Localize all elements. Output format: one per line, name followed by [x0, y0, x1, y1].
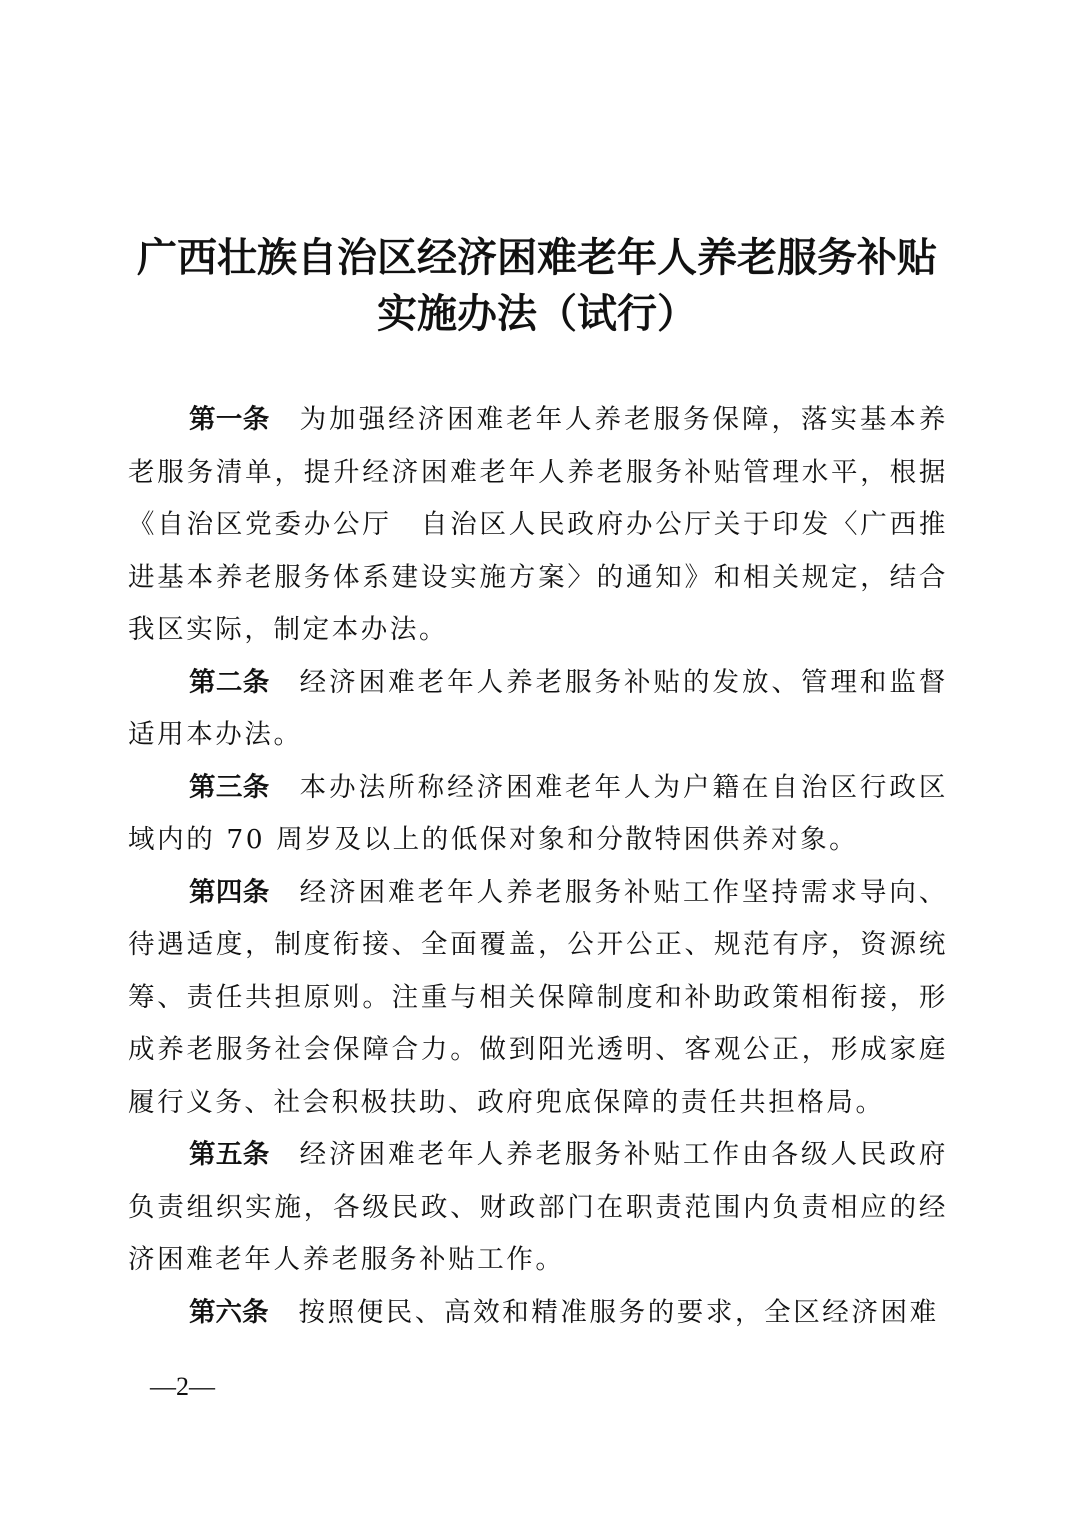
page-number: —2—: [150, 1372, 215, 1401]
article-1: [128, 394, 948, 657]
article-4-text: 经济困难老年人养老服务补贴工作坚持需求导向、待遇适度，制度衔接、全面覆盖，公开公正、规范有序，资源统筹、责任共担原则。注重与相关保障制度和补助政策相衔接，形成养老服务社会保障合力。做到阳光透明、客观公正，形成家庭履行义务、社会积极扶助、政府兜底保障的责任共担格局。: [128, 876, 949, 1118]
article-4: [128, 867, 948, 1130]
article-5: [128, 1129, 948, 1287]
article-6-label: 第六条: [189, 1296, 269, 1328]
article-3: [128, 762, 948, 867]
article-2-label: 第二条: [189, 666, 270, 698]
article-3-text: 本办法所称经济困难老年人为户籍在自治区行政区域内的 70 周岁及以上的低保对象和分散特困供养对象。: [128, 771, 949, 855]
article-6: [128, 1287, 948, 1340]
document-body: [128, 394, 948, 1339]
article-2: [128, 657, 948, 762]
article-2-text: 经济困难老年人养老服务补贴的发放、管理和监督适用本办法。: [128, 666, 949, 750]
article-5-text: 经济困难老年人养老服务补贴工作由各级人民政府负责组织实施，各级民政、财政部门在职责范围内负责相应的经济困难老年人养老服务补贴工作。: [128, 1139, 949, 1275]
article-6-text: 按照便民、高效和精准服务的要求，全区经济困难: [298, 1296, 939, 1328]
article-4-label: 第四条: [189, 876, 270, 908]
article-1-label: 第一条: [189, 404, 270, 435]
article-1-text: 为加强经济困难老年人养老服务保障，落实基本养老服务清单，提升经济困难老年人养老服务补贴管理水平，根据《自治区党委办公厅 自治区人民政府办公厅关于印发〈广西推进基本养老服务体系建设实施方案〉的通知》和相关规定，结合我区实际，制定本办法。: [128, 404, 949, 645]
document-title-line2: 实施办法（试行）: [377, 290, 697, 337]
document-title-line1: 广西壮族自治区经济困难老年人养老服务补贴: [137, 234, 937, 281]
article-5-label: 第五条: [189, 1139, 270, 1170]
article-3-label: 第三条: [189, 771, 270, 803]
